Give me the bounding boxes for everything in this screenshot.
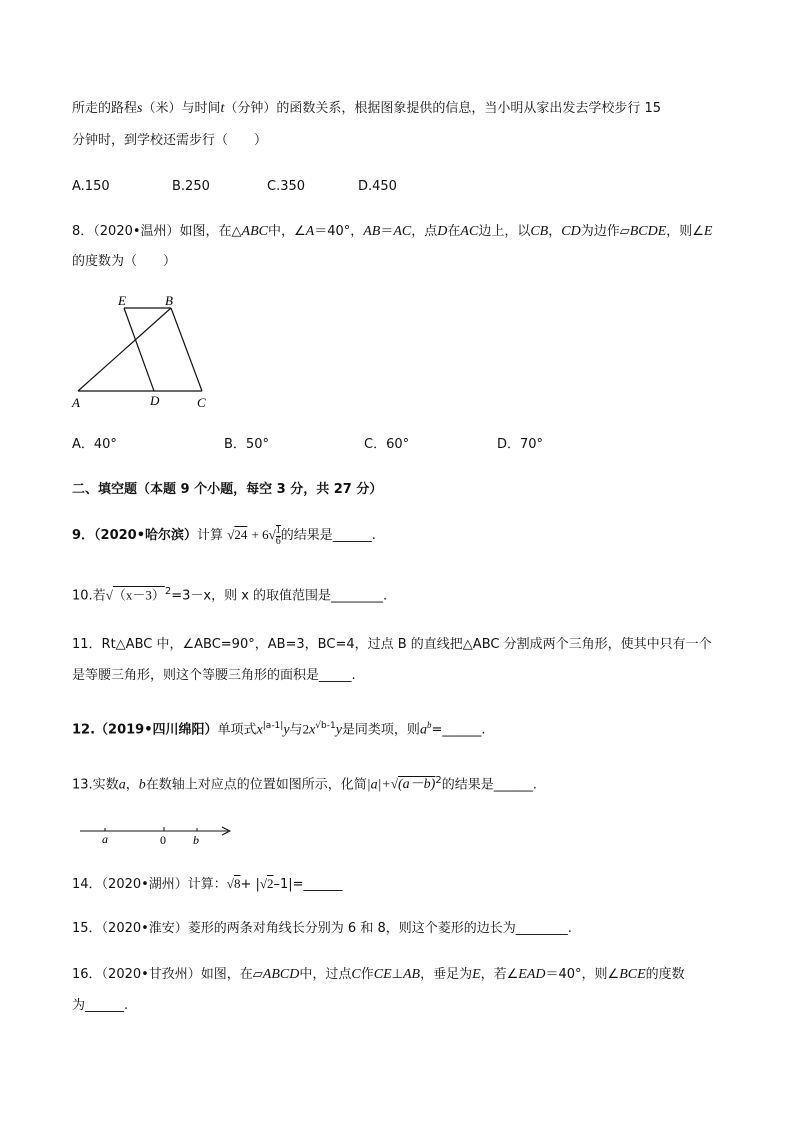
q8-label-b: B [165,293,173,308]
q13-line [72,771,537,795]
q13-radicand: (a－b) [398,777,436,793]
q8-edge-bc [171,308,202,391]
q16-t5: ，若∠ [480,967,519,982]
q7-line2: 分钟时，到学校还需步行（ ） [72,133,268,148]
q8-edge-ab [78,308,171,391]
q7-text-b: （米）与时间 [142,101,221,116]
q14-line [72,874,343,895]
q10-sqrt: √（x－3） [105,587,165,603]
q16-prefix: 16．（2020•甘孜州）如图，在▱ [72,967,263,982]
q13-label-0: 0 [160,833,166,847]
q14-suffix: –1|=______ [273,877,343,892]
q8-label-e: E [118,293,126,308]
q8-edge-ed [124,308,154,391]
q8-bcde: BCDE [629,224,667,239]
q12-exp1: |a-1| [262,721,284,731]
q12-prefix: 12.（2019•四川绵阳） [72,722,218,738]
q13-label-a: a [102,832,108,846]
q10-suffix: =3－x，则 x 的取值范围是________. [171,588,388,604]
q9-sqrt-frac: √ $\frac{1}{6}$ [268,525,281,548]
q9-frac-num: 1 [275,525,281,537]
q8-t8: 为边作▱ [580,224,630,239]
q9-frac-den: 6 [275,536,281,548]
q16-t7: 的度数 [645,967,685,982]
q7-var-s: s [137,101,143,116]
q8-option-b: B．50° [224,437,269,452]
q8-t6: 边上，以 [478,224,531,239]
q8-a: A [305,224,315,239]
q13-b: b [138,777,146,793]
q13-prefix: 13.实数 [72,777,119,793]
q16-t1: 中，过点 [299,967,352,982]
q12-exp2: √b-1 [315,721,336,731]
q9-line [72,525,376,547]
q8-line2: 的度数为（ ） [72,254,177,269]
q11-line1: 11．Rt△ABC 中，∠ABC=90°，AB=3，BC=4，过点 B 的直线把△ABC 分割成两个三角形，使其中只有一个 [72,637,712,652]
q16-t4: ，垂足为 [420,967,473,982]
q7-text-c: （分钟）的函数关系，根据图象提供的信息，当小明从家出发去学校步行 15 [224,101,662,116]
q8-t2: ＝40°， [314,224,364,239]
q16-ead: EAD [518,967,546,982]
q7-option-b: B.250 [172,179,210,194]
q8-prefix: 8．（2020•温州）如图，在△ [72,224,242,239]
q8-d: D [437,224,448,239]
q8-line1 [72,222,712,242]
q12-coef: 2 [302,721,310,737]
q8-t4: ，点 [411,224,438,239]
q7-option-a: A.150 [72,179,110,194]
q9-sqrt-24: √24 [227,527,248,542]
q16-t2: 作 [360,967,374,982]
q13-a: a [118,777,126,793]
q16-line1 [72,965,685,985]
q12-y2: y [335,722,342,738]
q7-option-d: D.450 [358,179,397,194]
q9-plus: + 6 [251,527,269,542]
q12-a: a [419,722,427,738]
q8-t7: ， [548,224,562,239]
q13-t2: 在数轴上对应点的位置如图所示，化简 [145,777,367,793]
q7-var-t: t [220,101,225,116]
q12-b-exp: b [426,720,432,730]
q8-abc: ABC [241,224,268,239]
q16-t3: ⊥ [391,967,403,982]
q8-option-c: C．60° [364,437,410,452]
q16-ab: AB [402,967,421,982]
q15-line: 15．（2020•淮安）菱形的两条对角线长分别为 6 和 8，则这个菱形的边长为________. [72,921,572,936]
q11-line2: 是等腰三角形，则这个等腰三角形的面积是_____. [72,668,356,683]
q12-t3: 是同类项，则 [341,722,420,738]
q14-r1: 8 [233,876,241,891]
q14-mid: + | [240,877,260,892]
q7-text-a: 所走的路程 [72,101,138,116]
q8-cb: CB [530,224,549,239]
q14-sqrt-8: √8 [226,876,241,891]
q9-text: 计算 [197,528,224,543]
q8-figure [68,290,218,415]
section-2-heading: 二、填空题（本题 9 个小题，每空 3 分，共 27 分） [72,482,383,497]
q8-option-a: A．40° [72,437,117,452]
q8-label-a: A [72,395,80,410]
q8-t9: ，则∠ [666,224,704,239]
q12-t4: =______. [431,722,486,738]
q14-prefix: 14．（2020•湖州）计算： [72,877,227,892]
q8-ac: AC [393,224,412,239]
q13-t1: ， [125,777,139,793]
q7-line1 [72,99,661,119]
q16-line2: 为______. [72,998,129,1013]
q12-x1: x [256,722,263,738]
q14-r2: 2 [266,876,274,891]
q13-label-b: b [193,833,199,847]
q8-t3: ＝ [380,224,394,239]
q10-radicand: （x－3） [112,587,165,603]
q8-t5: 在 [447,224,461,239]
q12-t1: 单项式 [217,722,257,738]
q13-sqrt: √(a－b) [390,776,436,793]
q9-prefix: 9．（2020•哈尔滨） [72,528,198,543]
q16-abcd: ABCD [262,967,300,982]
q12-x2: x [309,722,316,738]
q13-suffix: 的结果是______. [441,777,537,793]
q8-ac2: AC [460,224,479,239]
q14-sqrt-2: √2 [259,876,274,891]
q10-exp: 2 [164,586,172,597]
q16-e: E [472,967,481,982]
q13-number-line [78,822,238,848]
q8-e: E [703,224,713,239]
q13-exp: 2 [435,775,442,786]
q9-suffix: 的结果是______. [280,528,376,543]
q8-label-c: C [197,395,206,410]
q16-c: C [351,967,361,982]
q10-line [72,582,387,606]
q16-bce: BCE [619,967,646,982]
q13-abs-a: |a|+ [366,777,391,793]
q9-radicand: 24 [234,527,248,542]
q8-ab: AB [363,224,381,239]
q8-t1: 中，∠ [267,224,306,239]
q8-label-d: D [150,393,160,408]
q10-prefix: 10.若 [72,588,106,604]
q16-t6: ＝40°，则∠ [545,967,620,982]
q8-option-d: D．70° [497,437,544,452]
q12-line [72,715,485,740]
q7-option-c: C.350 [267,179,306,194]
q8-cd: CD [561,224,581,239]
q16-ce: CE [373,967,392,982]
q12-y1: y [283,722,290,738]
q12-t2: 与 [289,722,303,738]
